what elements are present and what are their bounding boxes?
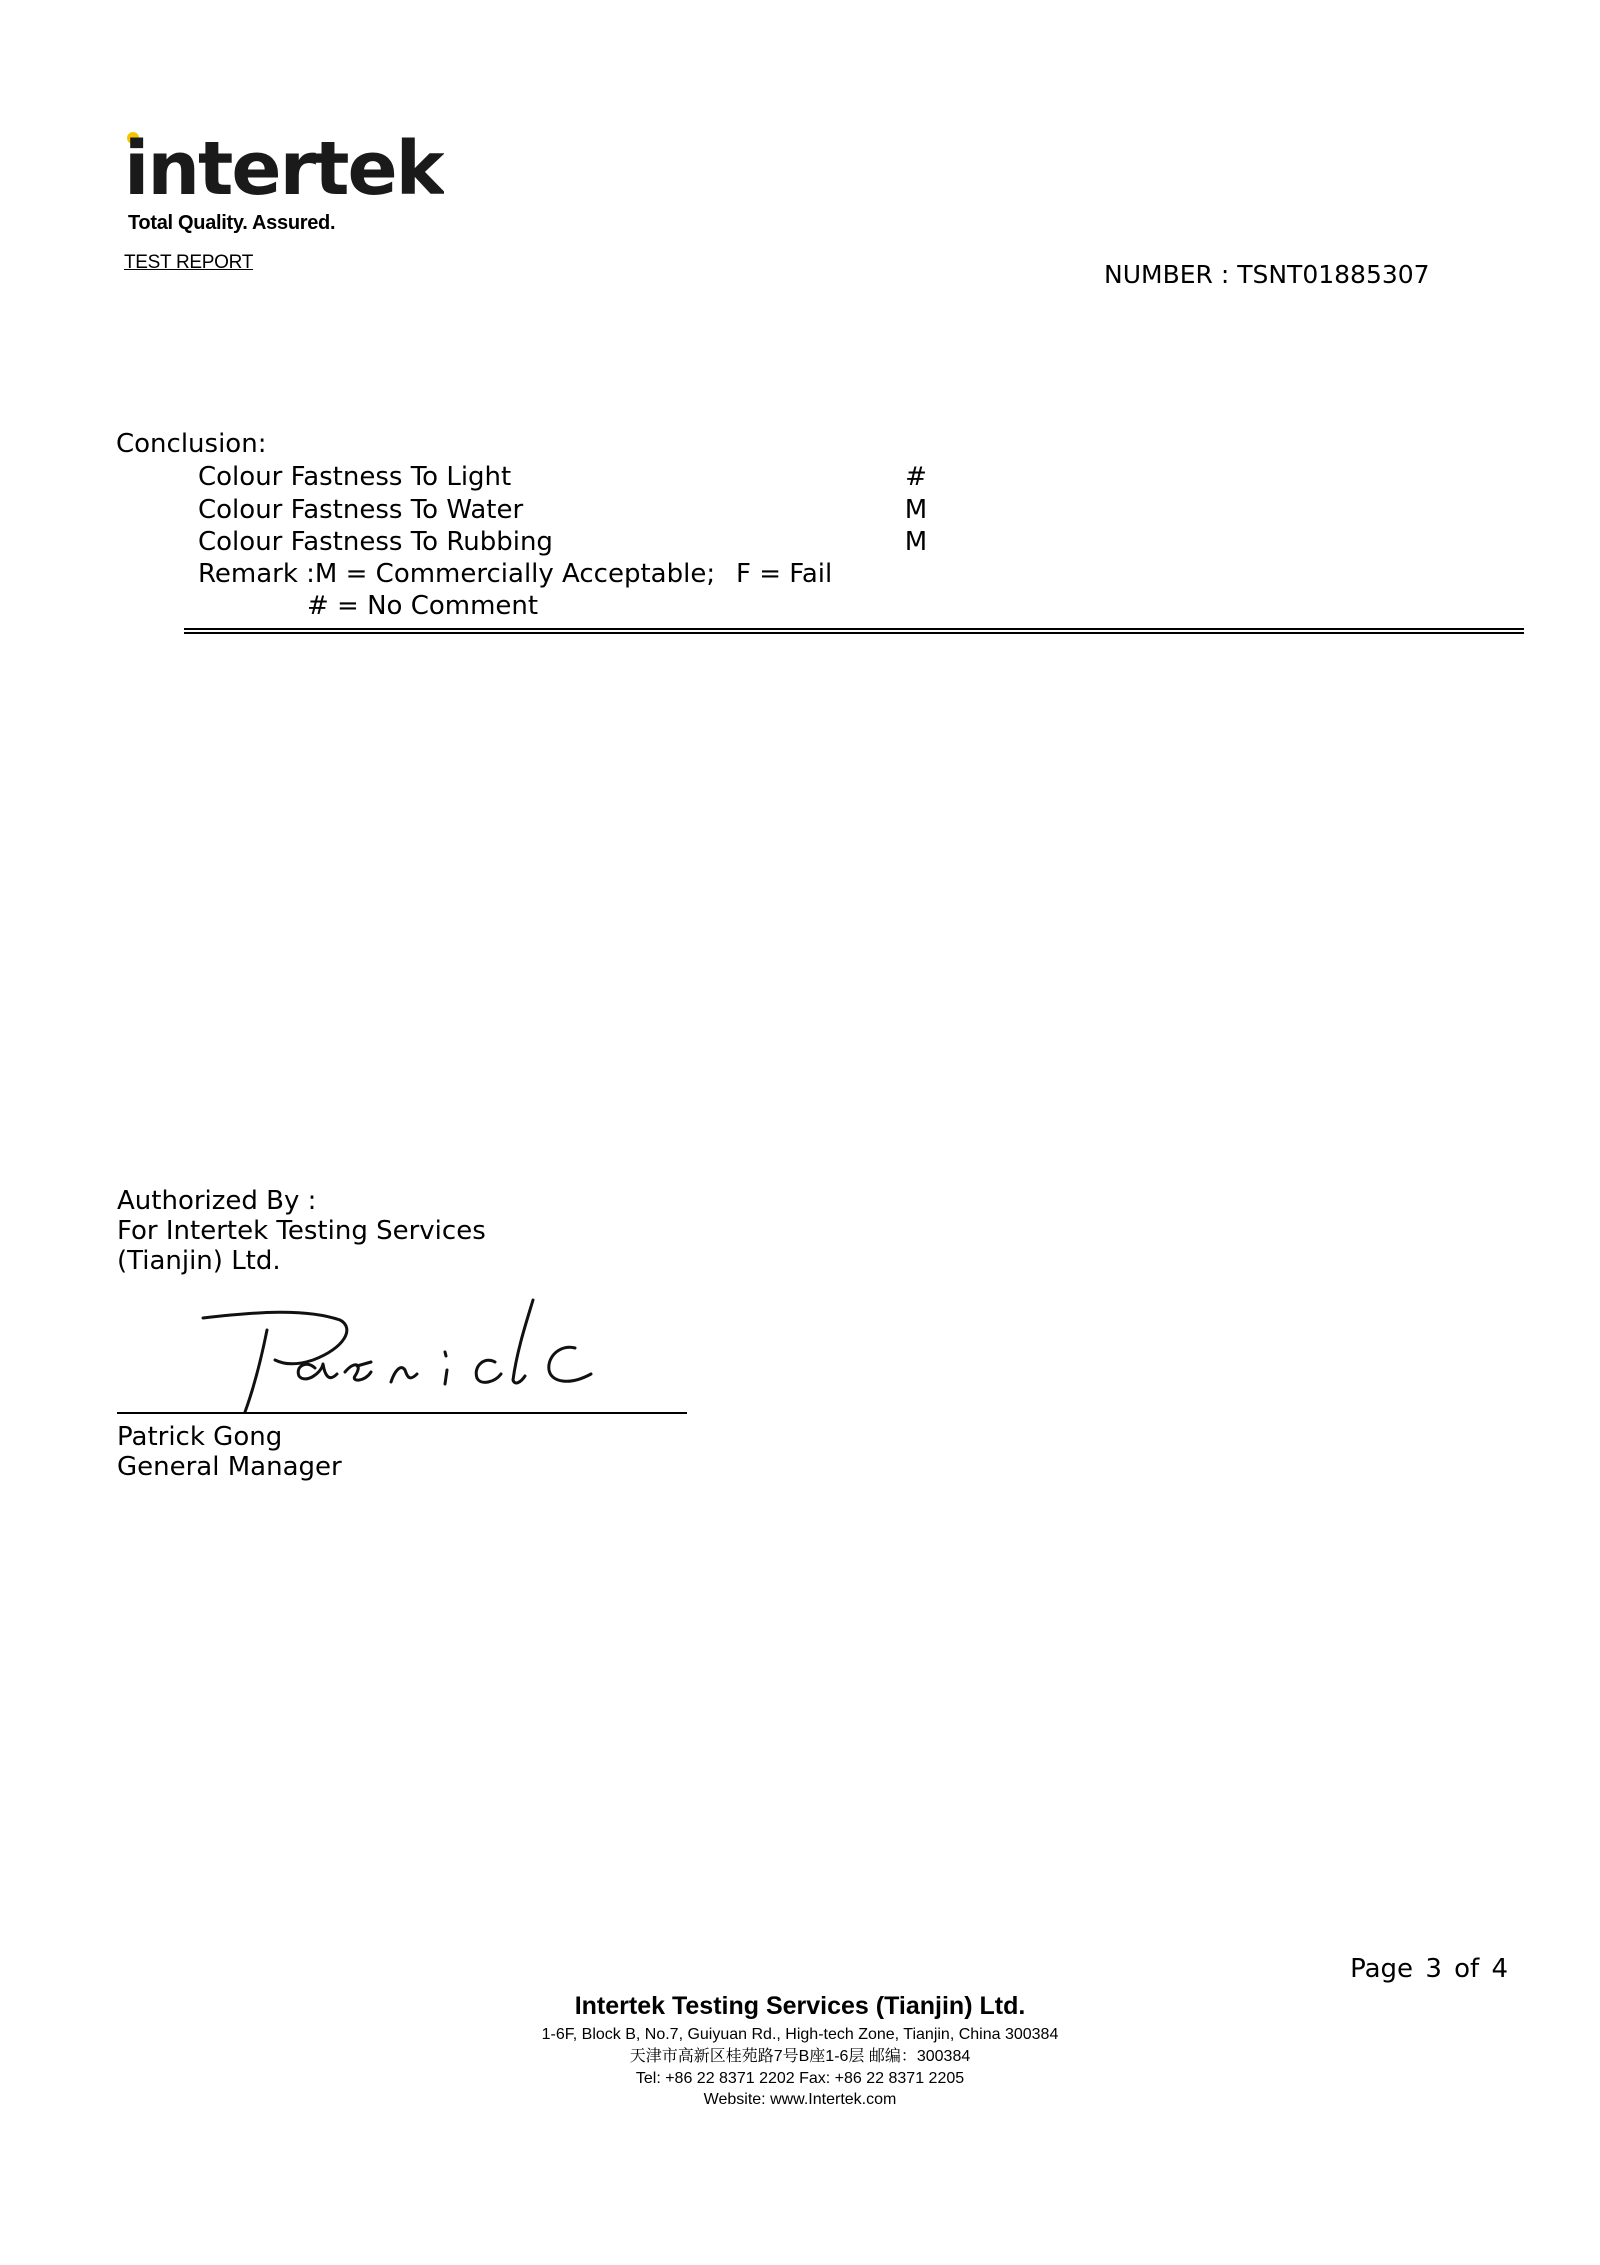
remark-commercially-acceptable: Remark :M = Commercially Acceptable; (198, 559, 716, 589)
conclusion-item-label: Colour Fastness To Rubbing (198, 527, 553, 557)
signer-name: Patrick Gong (117, 1422, 283, 1452)
conclusion-item-label: Colour Fastness To Light (198, 462, 512, 492)
authorized-company: For Intertek Testing Services (117, 1216, 486, 1246)
report-label: TEST REPORT (124, 252, 254, 273)
report-number: NUMBER : TSNT01885307 (1104, 260, 1430, 289)
page-number: Page 3 of 4 (1350, 1954, 1508, 1984)
conclusion-item-result: # (905, 462, 927, 492)
signature-image (195, 1290, 615, 1415)
remark-no-comment: # = No Comment (307, 591, 539, 621)
signature-line (117, 1412, 687, 1414)
authorized-company-location: (Tianjin) Ltd. (117, 1246, 281, 1276)
footer-company: Intertek Testing Services (Tianjin) Ltd. (574, 1992, 1026, 2020)
conclusion-heading: Conclusion: (116, 429, 267, 459)
footer-address-cn: 天津市高新区桂苑路7号B座1-6层 邮编：300384 (629, 2048, 971, 2065)
conclusion-item-label: Colour Fastness To Water (198, 495, 524, 525)
conclusion-item-result: M (904, 495, 928, 525)
intertek-logo (124, 128, 444, 208)
remark-fail: F = Fail (736, 559, 833, 589)
conclusion-item-result: M (904, 527, 928, 557)
logo-tagline: Total Quality. Assured. (128, 212, 336, 234)
authorized-by-label: Authorized By : (117, 1186, 317, 1216)
footer-website: Website: www.Intertek.com (703, 2091, 897, 2108)
signer-title: General Manager (117, 1452, 342, 1482)
svg-text:intertek: intertek (124, 128, 443, 208)
double-divider (184, 628, 1524, 634)
footer-address-en: 1-6F, Block B, No.7, Guiyuan Rd., High-tech Zone, Tianjin, China 300384 (541, 2026, 1059, 2043)
footer-phone: Tel: +86 22 8371 2202 Fax: +86 22 8371 2205 (635, 2070, 965, 2087)
